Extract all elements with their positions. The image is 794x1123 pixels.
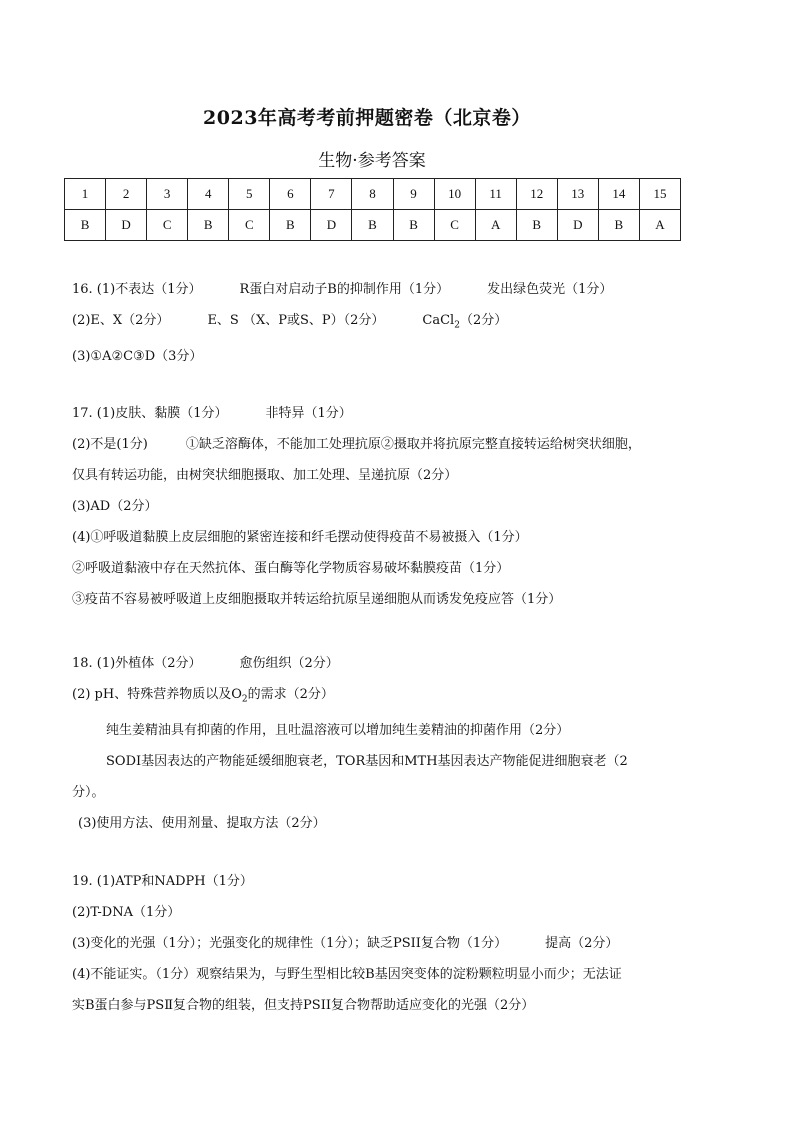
answer-16-part-5: E、S （X、P或S、P）（2分） bbox=[207, 313, 385, 328]
answer-18-part-4: 的需求（2分） bbox=[247, 687, 334, 702]
page-title: 2023年高考考前押题密卷（北京卷） bbox=[203, 107, 531, 129]
answer-19-line-2: (2)T-DNA（1分） bbox=[72, 905, 181, 920]
answer-17-line-1 bbox=[72, 405, 692, 423]
answer-19-line-4: (4)不能证实。（1分）观察结果为，与野生型相比较B基因突变体的淀粉颗粒明显小而少；无法证 bbox=[72, 967, 622, 982]
question-number: 12 bbox=[516, 179, 557, 210]
answer-19-part-2: 提高（2分） bbox=[545, 936, 619, 951]
question-number: 15 bbox=[639, 179, 680, 210]
subscript: 2 bbox=[241, 694, 248, 705]
answer-17-line-3: 仅具有转运功能，由树突状细胞摄取、加工处理、呈递抗原（2分） bbox=[72, 468, 458, 483]
answer-cell: C bbox=[229, 210, 270, 241]
question-number: 7 bbox=[311, 179, 352, 210]
question-number: 4 bbox=[188, 179, 229, 210]
answer-18-line-6: (3)使用方法、使用剂量、提取方法（2分） bbox=[78, 815, 326, 831]
answer-cell: B bbox=[393, 210, 434, 241]
answer-cell: B bbox=[188, 210, 229, 241]
answer-19-line-5: 实B蛋白参与PSⅡ复合物的组装，但支持PSII复合物帮助适应变化的光强（2分） bbox=[72, 998, 535, 1013]
question-number: 3 bbox=[147, 179, 188, 210]
question-number: 14 bbox=[598, 179, 639, 210]
question-number: 8 bbox=[352, 179, 393, 210]
page-subtitle: 生物·参考答案 bbox=[318, 151, 426, 171]
question-number: 1 bbox=[65, 179, 106, 210]
answer-19-line-3 bbox=[72, 935, 692, 953]
answer-19 bbox=[72, 873, 692, 1015]
answer-cell: A bbox=[475, 210, 516, 241]
question-number-row bbox=[65, 179, 681, 210]
answer-17-part-2: 非特异（1分） bbox=[265, 406, 352, 421]
answer-18-line-1 bbox=[72, 655, 692, 673]
question-number: 10 bbox=[434, 179, 475, 210]
answer-16-line-2 bbox=[72, 312, 692, 335]
answer-18-line-2 bbox=[72, 686, 692, 709]
question-number: 13 bbox=[557, 179, 598, 210]
answer-18-part-3: (2) pH、特殊营养物质以及O bbox=[72, 687, 242, 702]
answer-cell: C bbox=[147, 210, 188, 241]
answer-17-line-7: ③疫苗不容易被呼吸道上皮细胞摄取并转运给抗原呈递细胞从而诱发免疫应答（1分） bbox=[72, 592, 562, 607]
answer-cell: B bbox=[516, 210, 557, 241]
answer-17-line-4: (3)AD（2分） bbox=[72, 499, 158, 514]
question-number: 5 bbox=[229, 179, 270, 210]
answer-19-part-1: (3)变化的光强（1分）；光强变化的规律性（1分）；缺乏PSII复合物（1分） bbox=[72, 936, 508, 951]
answer-18-part-1: 18. (1)外植体（2分） bbox=[72, 656, 202, 671]
answer-cell: C bbox=[434, 210, 475, 241]
answer-19-line-1: 19. (1)ATP和NADPH（1分） bbox=[72, 874, 253, 889]
answer-18 bbox=[72, 655, 692, 833]
answer-17-part-1: 17. (1)皮肤、黏膜（1分） bbox=[72, 406, 228, 421]
answer-row bbox=[65, 210, 681, 241]
answer-18-line-4: SODI基因表达的产物能延缓细胞衰老，TOR基因和MTH基因表达产物能促进细胞衰老（2 bbox=[106, 753, 628, 769]
answer-16-part-2: R蛋白对启动子B的抑制作用（1分） bbox=[239, 282, 450, 297]
subscript: 2 bbox=[454, 320, 460, 331]
answer-cell: D bbox=[557, 210, 598, 241]
answer-cell: B bbox=[270, 210, 311, 241]
answer-16-part-1: 16. (1)不表达（1分） bbox=[72, 282, 202, 297]
answer-cell: A bbox=[639, 210, 680, 241]
answer-cell: B bbox=[352, 210, 393, 241]
answer-17-part-3: (2)不是(1分) bbox=[72, 437, 148, 452]
answer-16 bbox=[72, 281, 692, 366]
answer-17-line-2 bbox=[72, 436, 692, 454]
answer-17 bbox=[72, 405, 692, 609]
question-number: 11 bbox=[475, 179, 516, 210]
answer-16-line-1 bbox=[72, 281, 692, 299]
answer-17-line-5: (4)①呼吸道黏膜上皮层细胞的紧密连接和纤毛摆动使得疫苗不易被摄入（1分） bbox=[72, 530, 528, 545]
answer-17-part-4: ①缺乏溶酶体，不能加工处理抗原②摄取并将抗原完整直接转运给树突状细胞， bbox=[185, 437, 641, 452]
question-number: 9 bbox=[393, 179, 434, 210]
answer-16-line-3: (3)①A②C③D（3分） bbox=[72, 348, 203, 364]
answer-17-line-6: ②呼吸道黏液中存在天然抗体、蛋白酶等化学物质容易破坏黏膜疫苗（1分） bbox=[72, 561, 510, 576]
answer-16-part-3: 发出绿色荧光（1分） bbox=[487, 282, 613, 297]
answer-16-part-6: CaCl bbox=[422, 313, 455, 328]
answer-cell: D bbox=[106, 210, 147, 241]
answer-16-part-4: (2)E、X（2分） bbox=[72, 313, 170, 328]
answer-18-line-5: 分）。 bbox=[72, 784, 105, 800]
answer-cell: B bbox=[65, 210, 106, 241]
answer-cell: D bbox=[311, 210, 352, 241]
answer-18-line-3: 纯生姜精油具有抑菌的作用，且吐温溶液可以增加纯生姜精油的抑菌作用（2分） bbox=[106, 722, 570, 738]
answer-18-part-2: 愈伤组织（2分） bbox=[239, 656, 339, 671]
answer-cell: B bbox=[598, 210, 639, 241]
question-number: 2 bbox=[106, 179, 147, 210]
answer-16-part-7: （2分） bbox=[459, 313, 508, 328]
answer-table bbox=[64, 178, 681, 241]
question-number: 6 bbox=[270, 179, 311, 210]
